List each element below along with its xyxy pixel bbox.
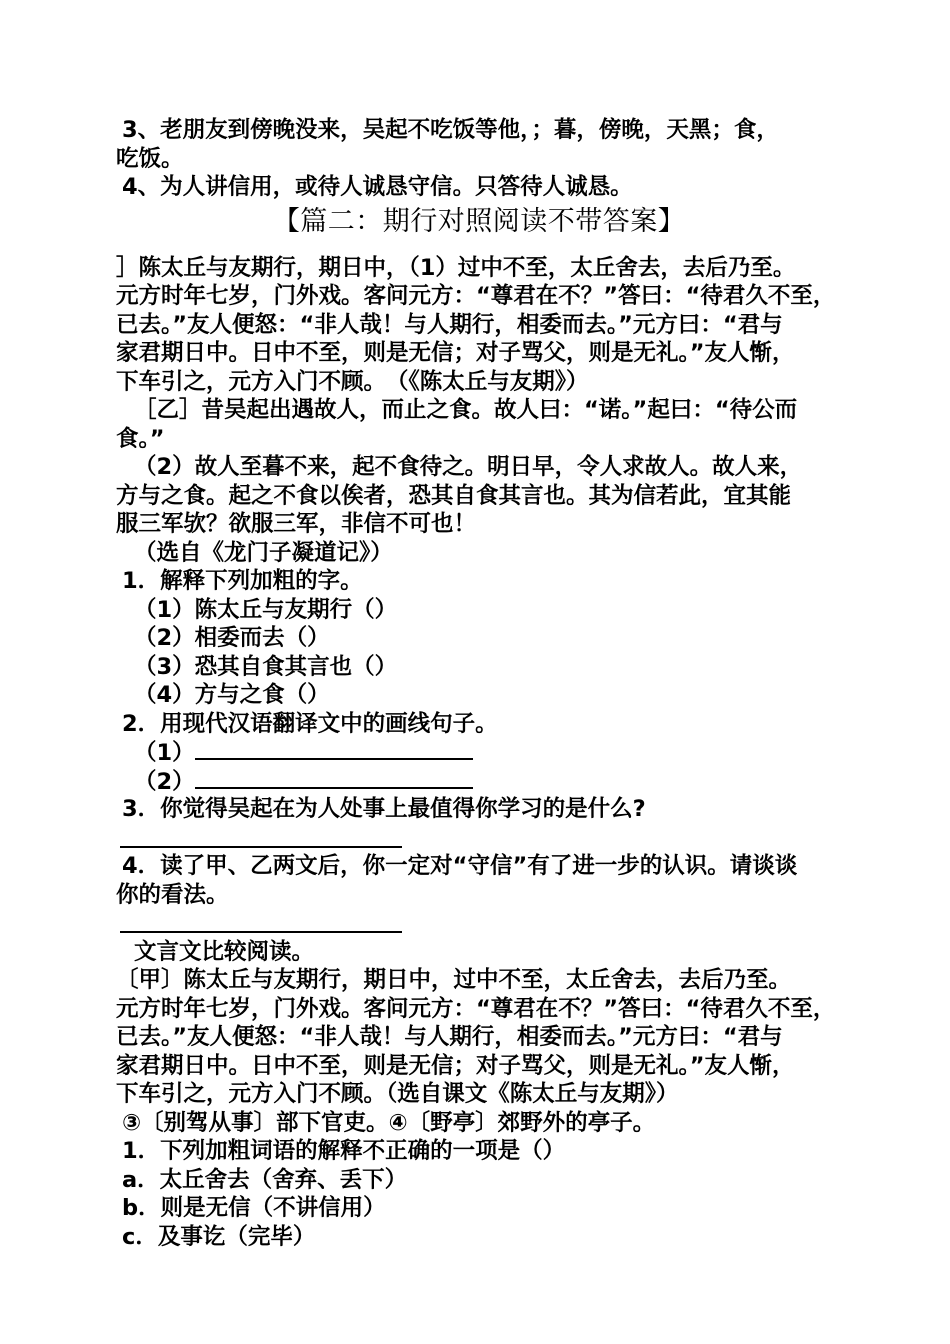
question-2-item xyxy=(116,767,842,796)
option-b: b．则是无信（不讲信用） xyxy=(122,1195,386,1221)
answer-blank[interactable] xyxy=(120,911,402,933)
part-two-passage-line: 已去。”友人便怒：“非人哉！与人期行，相委而去。”元方曰：“君与 xyxy=(116,1024,783,1050)
answer-blank[interactable] xyxy=(120,826,402,848)
part-two-passage-line: 〔甲〕陈太丘与友期行，期日中，过中不至，太丘舍去，去后乃至。 xyxy=(116,967,792,993)
option-a: a．太丘舍去（舍弃、丢下） xyxy=(122,1166,408,1193)
question-2-item xyxy=(116,738,842,767)
passage-yi-line: 食。” xyxy=(116,425,165,452)
answer-blank[interactable] xyxy=(195,738,473,760)
answer-blank-row xyxy=(116,909,842,938)
question-1-item: （3）恐其自食其言也（） xyxy=(134,653,398,680)
passage-yi-line: 方与之食。起之不食以俟者，恐其自食其言也。其为信若此，宜其能 xyxy=(116,482,792,509)
part-two-notes: ③〔别驾从事〕部下官吏。④〔野亭〕郊野外的亭子。 xyxy=(122,1109,656,1136)
document-body xyxy=(116,116,842,1251)
question-2: 2．用现代汉语翻译文中的画线句子。 xyxy=(122,710,498,737)
answer-blank-row xyxy=(116,824,842,853)
question-1: 1．解释下列加粗的字。 xyxy=(122,568,363,594)
part-two-title: 文言文比较阅读。 xyxy=(134,938,315,965)
passage-jia-line: 家君期日中。日中不至，则是无信；对子骂父，则是无礼。”友人惭， xyxy=(116,340,795,366)
part-two-passage-line: 元方时年七岁，门外戏。客问元方：“尊君在不？”答曰：“待君久不至， xyxy=(116,995,836,1022)
section-title: 【篇二：期行对照阅读不带答案】 xyxy=(272,205,686,237)
passage-yi-line: 服三军欤？欲服三军，非信不可也！ xyxy=(116,511,477,537)
passage-jia-line: 元方时年七岁，门外戏。客问元方：“尊君在不？”答曰：“待君久不至， xyxy=(116,283,836,309)
part-two-question-1: 1．下列加粗词语的解释不正确的一项是（） xyxy=(122,1138,566,1164)
question-1-item: （4）方与之食（） xyxy=(134,682,330,708)
passage-yi-line: ［乙］昔吴起出遇故人，而止之食。故人曰：“诺。”起曰：“待公而 xyxy=(134,397,798,423)
passage-jia-line: ］陈太丘与友期行，期日中，（1）过中不至，太丘舍去，去后乃至。 xyxy=(116,254,796,281)
part-two-passage-line: 家君期日中。日中不至，则是无信；对子骂父，则是无礼。”友人惭， xyxy=(116,1052,795,1079)
question-3: 3．你觉得吴起在为人处事上最值得你学习的是什么? xyxy=(122,796,646,822)
passage-yi-source: （选自《龙门子凝道记》） xyxy=(134,539,393,566)
answer-blank[interactable] xyxy=(195,767,473,789)
answer-line-3-cont: 吃饭。 xyxy=(116,145,184,172)
part-two-passage-line: 下车引之，元方入门不顾。（选自课文《陈太丘与友期》） xyxy=(116,1081,679,1107)
question-1-item: （1）陈太丘与友期行（） xyxy=(134,596,398,623)
question-1-item: （2）相委而去（） xyxy=(134,625,330,651)
answer-line-4: 4、为人讲信用，或待人诚恳守信。只答待人诚恳。 xyxy=(122,174,633,200)
question-4-cont: 你的看法。 xyxy=(116,881,229,908)
passage-yi-line: （2）故人至暮不来，起不食待之。明日早，令人求故人。故人来， xyxy=(134,454,803,480)
passage-jia-line: 已去。”友人便怒：“非人哉！与人期行，相委而去。”元方曰：“君与 xyxy=(116,311,783,338)
passage-jia-line: 下车引之，元方入门不顾。 （《陈太丘与友期》） xyxy=(116,368,589,395)
question-2-item-label: （1） xyxy=(134,740,195,766)
answer-line-3: 3、老朋友到傍晚没来，吴起不吃饭等他，；暮，傍晚，天黑；食， xyxy=(122,117,779,143)
question-4: 4．读了甲、乙两文后，你一定对“守信”有了进一步的认识。请谈谈 xyxy=(122,853,798,879)
question-2-item-label: （2） xyxy=(134,768,195,795)
option-c: c．及事讫（完毕） xyxy=(122,1223,316,1250)
